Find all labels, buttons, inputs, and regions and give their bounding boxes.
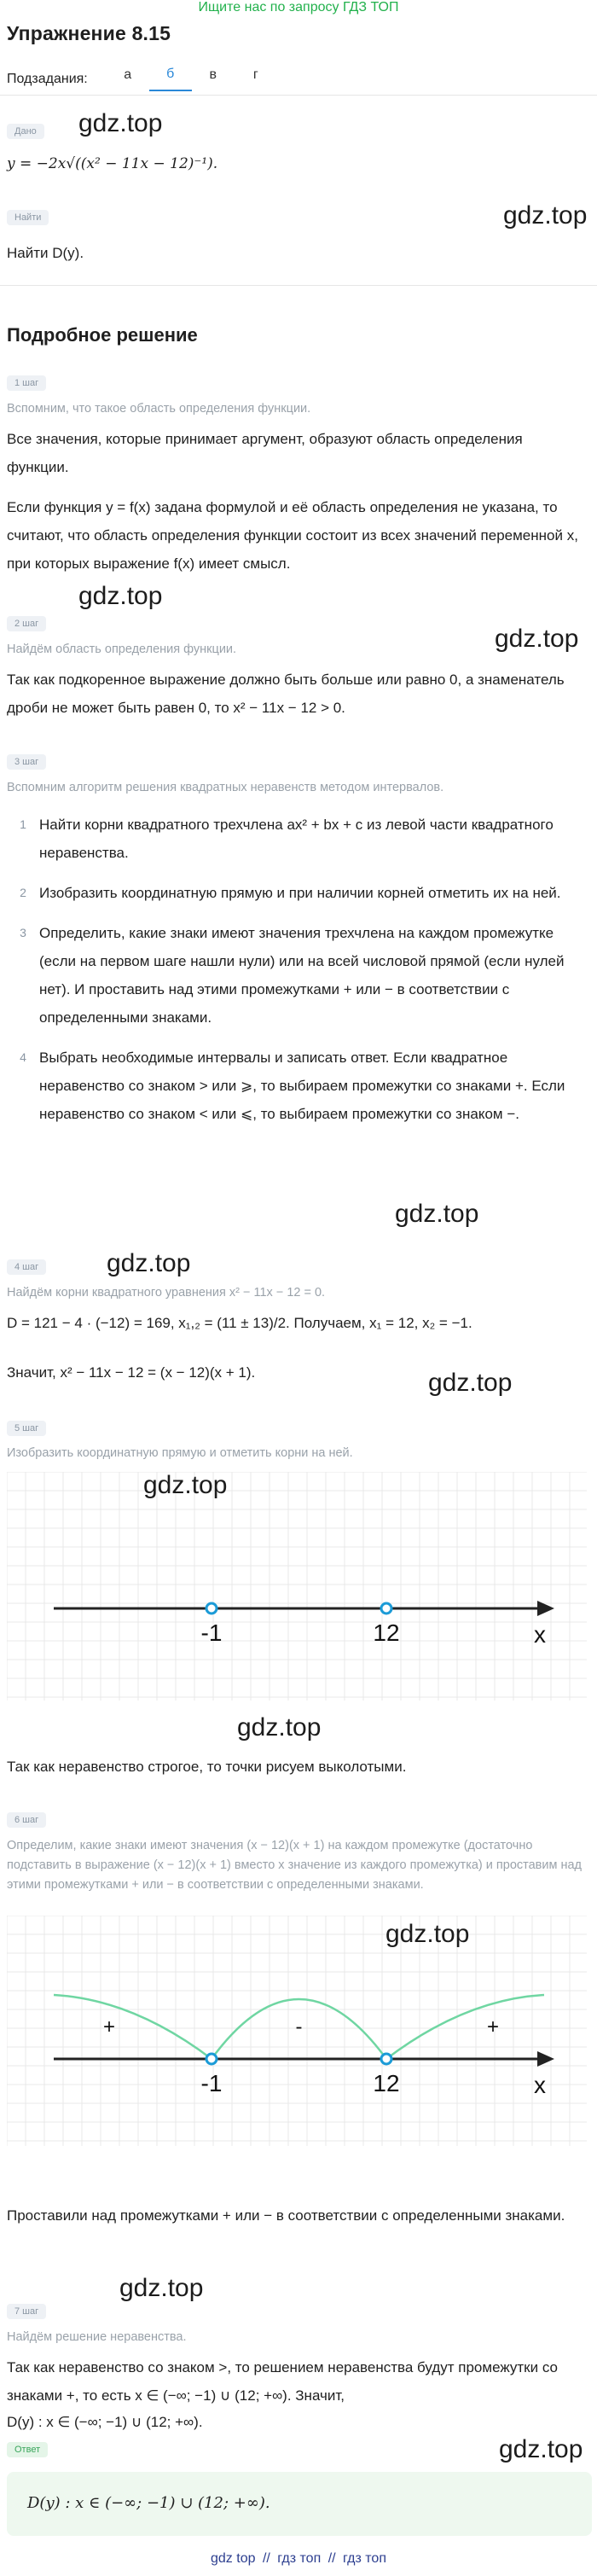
list-item: 4 Выбрать необходимые интервалы и записать ответ. Если квадратное неравенство со знаком > или ⩾, то выбираем промежутки со знаками +. Если неравенство со знаком < или ⩽, то выбираем промежутки со знаком −. [7,1044,587,1128]
step-6-chip: 6 шаг [7,1812,46,1828]
subtasks-bar [7,67,277,91]
step-7-text-2: D(y) : x ∈ (−∞; −1) ∪ (12; +∞). [7,2414,203,2430]
list-item: 3 Определить, какие знаки имеют значения трехчлена на каждом промежутке (если на первом шаге нашли нули) или на всей числовой прямой (если нулей нет). И проставить над этими промежутками + или − в соответствии с определенными знаками. [7,919,587,1032]
axis-label: x [534,2072,546,2098]
step-4-text-1: D = 121 − 4 · (−12) = 169, x₁,₂ = (11 ± 13)/2. Получаем, x₁ = 12, x₂ = −1. [7,1315,472,1331]
watermark: gdz.top [78,582,163,610]
list-item: 2 Изобразить координатную прямую и при наличии корней отметить их на ней. [7,879,587,907]
list-item-text: Изобразить координатную прямую и при наличии корней отметить их на ней. [39,885,561,901]
root-point [206,2054,217,2064]
step-7-hint: Найдём решение неравенства. [7,2330,187,2344]
list-item: 1 Найти корни квадратного трехчлена ax² + bx + c из левой части квадратного неравенства. [7,811,587,867]
step-3-chip: 3 шаг [7,754,46,770]
given-formula: y = −2x√((x² − 11x − 12)⁻¹). [7,155,218,172]
footer-link[interactable]: gdz top [211,2551,256,2566]
step-1-text-1: Все значения, которые принимает аргумент, образуют область определения функции. [7,431,523,475]
sign-chart [7,1916,587,2146]
step-1-hint: Вспомним, что такое область определения функции. [7,402,311,416]
step-5-hint: Изобразить координатную прямую и отметить корни на ней. [7,1446,353,1460]
axis-arrow [537,2051,554,2067]
subtask-tab-g[interactable]: г [252,67,258,82]
step-1-chip: 1 шаг [7,375,46,391]
step-4-hint: Найдём корни квадратного уравнения x² − 11x − 12 = 0. [7,1286,326,1300]
subtask-tab-b[interactable]: б [149,67,192,91]
root-label: -1 [200,2070,223,2096]
given-chip: Дано [7,124,44,139]
algorithm-list [7,811,587,1140]
find-text: Найти D(y). [7,245,84,261]
top-search-link[interactable]: Ищите нас по запросу ГДЗ ТОП [198,0,399,15]
step-5-chip: 5 шаг [7,1421,46,1436]
interval-sign: - [295,2015,303,2038]
watermark: gdz.top [428,1369,513,1397]
step-4-text-2: Значит, x² − 11x − 12 = (x − 12)(x + 1). [7,1364,256,1381]
find-chip: Найти [7,210,49,225]
subtask-tab-v[interactable]: в [209,67,217,82]
divider [0,95,597,96]
list-item-text: Выбрать необходимые интервалы и записать ответ. Если квадратное неравенство со знаком > или ⩾, то выбираем промежутки со знаками +. Если неравенство со знаком < или ⩽, то выбираем промежутки со знаком −. [39,1050,565,1122]
answer-box [7,2472,592,2536]
root-label: 12 [373,1619,400,1646]
watermark: gdz.top [78,109,163,137]
step-2-hint: Найдём область определения функции. [7,643,237,656]
root-point [206,1603,217,1614]
step-6-hint: Определим, какие знаки имеют значения (x − 12)(x + 1) на каждом промежутке (достаточно подставить в выражение (x − 12)(x + 1) вместо x значение из каждого промежутка) и проставим над этими промежутками + или − в соответствии с определенными знаками. [7,1839,583,1892]
list-item-text: Определить, какие знаки имеют значения трехчлена на каждом промежутке (если на первом шаге нашли нули) или на всей числовой прямой (если нулей нет). И проставить над этими промежутками + или − в соответствии с определенными знаками. [39,925,565,1026]
solution-title: Подробное решение [7,324,198,346]
sign-arc [54,1995,212,2059]
step-2-chip: 2 шаг [7,616,46,631]
watermark: gdz.top [395,1200,479,1228]
list-item-text: Найти корни квадратного трехчлена ax² + bx + c из левой части квадратного неравенства. [39,817,554,861]
step-7-text-1: Так как неравенство со знаком >, то решением неравенства будут промежутки со знаками +, то есть x ∈ (−∞; −1) ∪ (12; +∞). Значит, [7,2359,558,2404]
footer-link[interactable]: гдз топ [343,2551,386,2566]
footer-link[interactable]: гдз топ [277,2551,322,2566]
subtask-tab-a[interactable]: а [124,67,132,82]
step-5-text: Так как неравенство строгое, то точки рисуем выколотыми. [7,1759,407,1775]
watermark: gdz.top [143,1471,228,1499]
watermark: gdz.top [107,1249,191,1277]
watermark: gdz.top [385,1920,470,1948]
step-7-chip: 7 шаг [7,2304,46,2319]
step-2-text: Так как подкоренное выражение должно быть больше или равно 0, а знаменатель дроби не может быть равен 0, то x² − 11x − 12 > 0. [7,672,565,716]
footer-separator: // [262,2551,270,2566]
subtasks-label: Подзадания: [7,71,88,86]
watermark: gdz.top [503,201,588,230]
watermark: gdz.top [499,2435,583,2463]
axis-label: x [534,1621,546,1648]
step-4-chip: 4 шаг [7,1259,46,1275]
number-line-chart [7,1472,587,1701]
watermark: gdz.top [495,625,579,653]
page-title: Упражнение 8.15 [7,22,171,44]
footer-links [0,2551,597,2567]
interval-sign: + [102,2015,116,2038]
root-label: 12 [373,2070,400,2096]
step-1-text-2: Если функция y = f(x) задана формулой и её область определения не указана, то считают, что область определения функции состоит из всех значений переменной x, при которых выражение f(x) имеет смысл. [7,499,578,572]
answer-text: D(y) : x ∈ (−∞; −1) ∪ (12; +∞). [27,2494,270,2512]
answer-chip: Ответ [7,2442,48,2457]
step-6-text: Проставили над промежутками + или − в соответствии с определенными знаками. [7,2207,565,2224]
watermark: gdz.top [119,2274,204,2302]
interval-sign: + [486,2015,500,2038]
root-label: -1 [200,1619,223,1646]
footer-separator: // [327,2551,336,2566]
sign-arc [386,1995,544,2059]
root-point [381,1603,391,1614]
watermark: gdz.top [237,1713,322,1742]
divider [0,285,597,286]
root-point [381,2054,391,2064]
step-3-hint: Вспомним алгоритм решения квадратных неравенств методом интервалов. [7,781,444,794]
